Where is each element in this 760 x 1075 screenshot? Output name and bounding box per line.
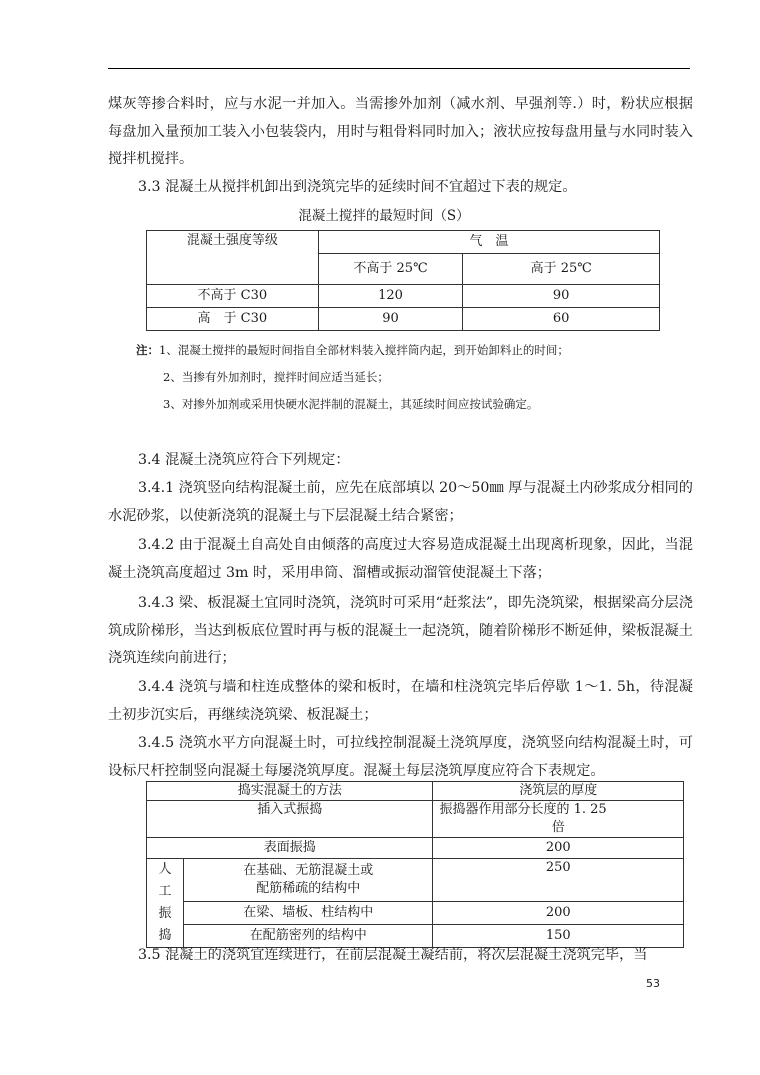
note-1: 1、混凝土搅拌的最短时间指自全部材料装入搅拌筒内起，到开始卸料止的时间； bbox=[159, 343, 569, 357]
table2-method-beams: 在梁、墙板、柱结构中 bbox=[183, 901, 433, 924]
table2-value-dense: 150 bbox=[433, 924, 684, 947]
pour-thickness-table bbox=[146, 781, 684, 948]
paragraph-3-4-2: 3.4.2 由于混凝土自高处自由倾落的高度过大容易造成混凝土出现离析现象，因此，当混凝土浇筑高度超过 3m 时，采用串筒、溜槽或振动溜管使混凝土下落； bbox=[108, 537, 693, 581]
table2-header-method: 捣实混凝土的方法 bbox=[147, 782, 433, 801]
table1-cell-grade: 高 于 C30 bbox=[147, 308, 319, 331]
table-row bbox=[147, 801, 684, 838]
notes-label: 注： bbox=[136, 343, 159, 357]
manual-char: 振 bbox=[158, 906, 172, 921]
table1-caption: 混凝土搅拌的最短时间（S） bbox=[298, 208, 470, 224]
table1-header-temperature: 气 温 bbox=[318, 231, 659, 254]
table2-method-foundation-line2: 配筋稀疏的结构中 bbox=[256, 880, 361, 896]
page-number: 53 bbox=[646, 977, 660, 990]
header-rule bbox=[108, 68, 690, 69]
table1-cell-low: 120 bbox=[318, 285, 463, 308]
note-3: 3、对掺外加剂或采用快硬水泥拌制的混凝土，其延续时间应按试验确定。 bbox=[163, 397, 539, 411]
manual-char: 工 bbox=[158, 884, 172, 899]
note-2: 2、当掺有外加剂时，搅拌时间应适当延长； bbox=[163, 370, 389, 384]
table1-cell-high: 60 bbox=[463, 308, 660, 331]
table2-manual-vibration-label bbox=[147, 859, 184, 948]
paragraph-3-3: 3.3 混凝土从搅拌机卸出到浇筑完毕的延续时间不宜超过下表的规定。 bbox=[138, 179, 577, 195]
table-row bbox=[147, 859, 684, 902]
table2-method-foundation bbox=[183, 859, 433, 902]
mixing-time-table bbox=[146, 230, 660, 331]
table1-cell-grade: 不高于 C30 bbox=[147, 285, 319, 308]
table-row bbox=[147, 308, 660, 331]
table1-header-low: 不高于 25℃ bbox=[318, 254, 463, 285]
table2-method-surface: 表面振捣 bbox=[147, 838, 433, 859]
table2-value-surface: 200 bbox=[433, 838, 684, 859]
table-row bbox=[147, 901, 684, 924]
table2-method-dense: 在配筋密列的结构中 bbox=[183, 924, 433, 947]
table1-cell-high: 90 bbox=[463, 285, 660, 308]
table2-method-insertion: 插入式振捣 bbox=[147, 801, 433, 838]
table1-header-grade: 混凝土强度等级 bbox=[147, 231, 319, 285]
table2-value-foundation: 250 bbox=[433, 859, 684, 902]
paragraph-3-4-4: 3.4.4 浇筑与墙和柱连成整体的梁和板时，在墙和柱浇筑完毕后停歇 1～1. 5h，待混凝土初步沉实后，再继续浇筑梁、板混凝土； bbox=[108, 679, 693, 723]
manual-char: 捣 bbox=[158, 928, 172, 943]
paragraph-3-4: 3.4 混凝土浇筑应符合下列规定： bbox=[138, 452, 350, 468]
table2-value-insertion bbox=[433, 801, 684, 838]
table1-cell-low: 90 bbox=[318, 308, 463, 331]
table2-value-insertion-line1: 振捣器作用部分长度的 1. 25 bbox=[439, 802, 607, 817]
table2-header-thickness: 浇筑层的厚度 bbox=[433, 782, 684, 801]
table2-value-beams: 200 bbox=[433, 901, 684, 924]
table1-notes bbox=[136, 342, 696, 412]
paragraph-3-5: 3.5 混凝土的浇筑宜连续进行，在前层混凝土凝结前，将次层混凝土浇筑完毕，当 bbox=[138, 947, 648, 963]
table2-value-insertion-line2: 倍 bbox=[551, 820, 565, 835]
table1-header-high: 高于 25℃ bbox=[463, 254, 660, 285]
paragraph-3-4-3: 3.4.3 梁、板混凝土宜同时浇筑，浇筑时可采用“赶浆法”，即先浇筑梁，根据梁高分层浇筑成阶梯形，当达到板底位置时再与板的混凝土一起浇筑，随着阶梯形不断延伸，梁板混凝土浇筑连续向前进行； bbox=[108, 595, 693, 666]
paragraph-3-4-1: 3.4.1 浇筑竖向结构混凝土前，应先在底部填以 20～50㎜ 厚与混凝土内砂浆成分相同的水泥砂浆，以使新浇筑的混凝土与下层混凝土结合紧密； bbox=[108, 480, 693, 524]
paragraph-3-4-5: 3.4.5 浇筑水平方向混凝土时，可拉线控制混凝土浇筑厚度，浇筑竖向结构混凝土时，可设标尺杆控制竖向混凝土每屡浇筑厚度。混凝土每层浇筑厚度应符合下表规定。 bbox=[108, 735, 693, 779]
table2-method-foundation-line1: 在基础、无筋混凝土或 bbox=[243, 862, 374, 878]
table-row bbox=[147, 285, 660, 308]
table-row bbox=[147, 838, 684, 859]
paragraph-intro: 煤灰等掺合料时，应与水泥一并加入。当需掺外加剂（减水剂、早强剂等.）时，粉状应根据每盘加入量预加工装入小包装袋内，用时与粗骨料同时加入；液状应按每盘用量与水同时装入搅拌机搅拌。 bbox=[108, 96, 693, 167]
manual-char: 人 bbox=[158, 862, 172, 877]
